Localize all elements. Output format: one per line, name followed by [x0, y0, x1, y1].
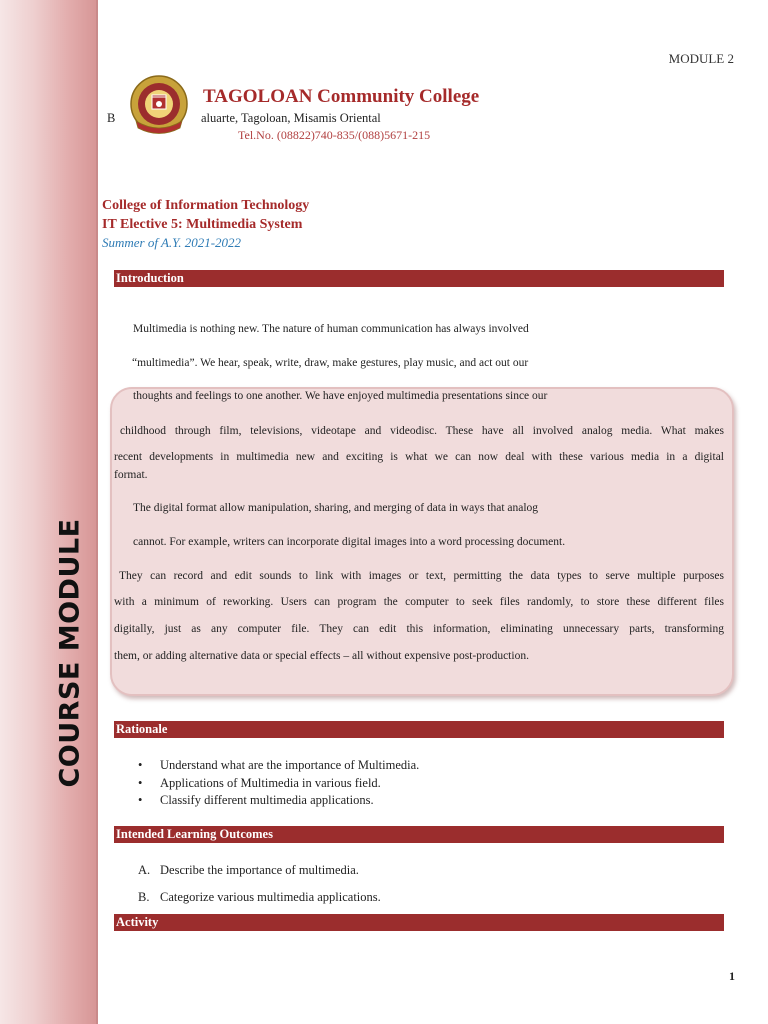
outcomes-heading: Intended Learning Outcomes — [114, 826, 724, 843]
list-item-text: Applications of Multimedia in various field. — [160, 775, 381, 790]
course-module-label: COURSE MODULE — [54, 518, 86, 788]
intro-line: The digital format allow manipulation, sharing, and merging of data in ways that analog — [133, 502, 539, 514]
list-item — [138, 757, 419, 775]
intro-line: thoughts and feelings to one another. We have enjoyed multimedia presentations since our — [133, 390, 548, 402]
academic-term: Summer of A.Y. 2021-2022 — [102, 235, 242, 250]
sidebar-band — [0, 0, 98, 1024]
outcome-text: Categorize various multimedia applications. — [160, 890, 381, 904]
course-title: IT Elective 5: Multimedia System — [102, 217, 303, 232]
department-title: College of Information Technology — [102, 198, 310, 213]
rationale-list — [138, 757, 419, 810]
intro-line: They can record and edit sounds to link with images or text, permitting the data types to serve multiple purposes — [119, 570, 724, 582]
outcome-marker: A. — [138, 863, 151, 877]
introduction-heading: Introduction — [114, 270, 724, 287]
intro-line: childhood through film, televisions, videotape and videodisc. These have all involved analog media. What makes — [120, 425, 724, 437]
activity-heading: Activity — [114, 914, 724, 931]
intro-line: recent developments in multimedia new and exciting is what we can now deal with these various media in a digital — [114, 451, 724, 463]
intro-line: them, or adding alternative data or special effects – all without expensive post-production. — [114, 650, 529, 662]
college-address: aluarte, Tagoloan, Misamis Oriental — [201, 111, 381, 125]
rationale-heading: Rationale — [114, 721, 724, 738]
intro-line: with a minimum of reworking. Users can program the computer to seek files randomly, to store these different files — [114, 596, 724, 608]
intro-line: format. — [114, 469, 148, 481]
outcome-item — [138, 863, 359, 878]
list-item — [138, 775, 419, 793]
intro-line: digitally, just as any computer file. They can edit this information, eliminating unnecessary parts, transforming — [114, 623, 724, 635]
list-item-text: Classify different multimedia applications. — [160, 793, 374, 807]
outcome-text: Describe the importance of multimedia. — [160, 863, 359, 877]
college-seal-logo — [130, 73, 188, 139]
intro-line: “multimedia”. We hear, speak, write, draw, make gestures, play music, and act out our — [132, 357, 529, 369]
telephone-number: Tel.No. (08822)740-835/(088)5671-215 — [238, 128, 431, 142]
intro-line: Multimedia is nothing new. The nature of human communication has always involved — [133, 323, 529, 335]
page-number: 1 — [729, 969, 735, 983]
list-item — [138, 792, 419, 810]
intro-line: cannot. For example, writers can incorporate digital images into a word processing document. — [133, 536, 566, 548]
module-number: MODULE 2 — [668, 51, 734, 66]
college-name: TAGOLOAN Community College — [203, 86, 480, 107]
bullet-icon: • — [138, 758, 143, 772]
address-initial: B — [107, 111, 116, 125]
bullet-icon: • — [138, 793, 143, 807]
outcome-item — [138, 890, 381, 905]
list-item-text: Understand what are the importance of Multimedia. — [160, 758, 420, 772]
outcome-marker: B. — [138, 890, 150, 904]
bullet-icon: • — [138, 775, 143, 790]
